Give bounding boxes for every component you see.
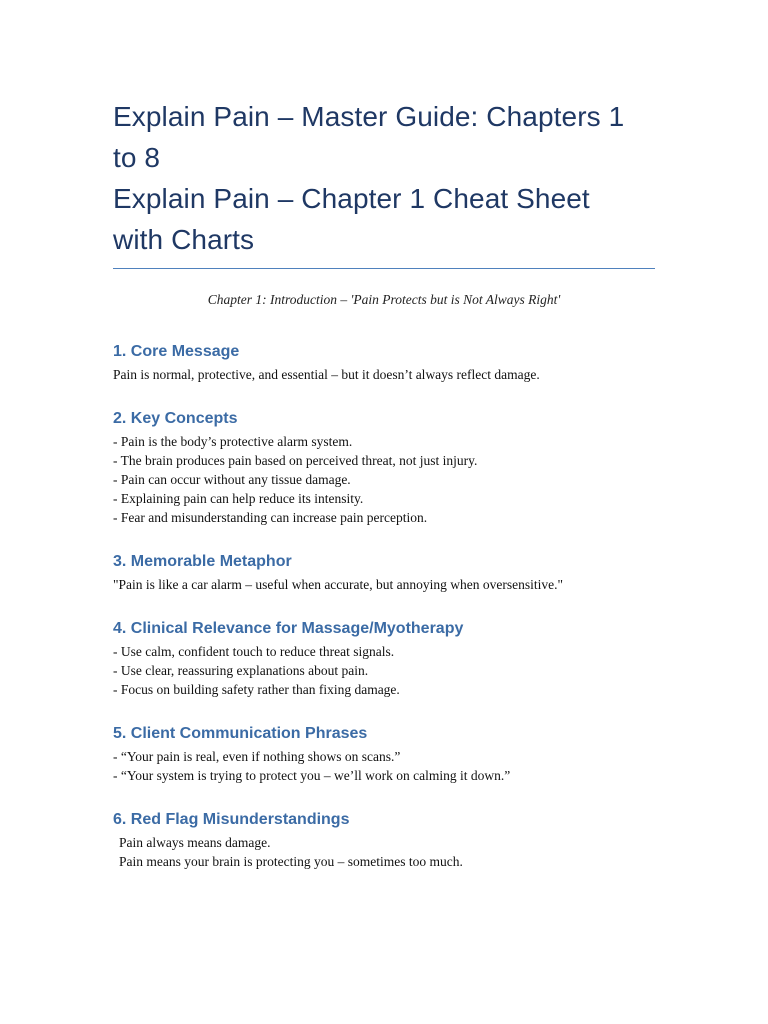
document-page [113, 96, 655, 871]
list-item: - Focus on building safety rather than fixing damage. [113, 682, 400, 697]
section-heading: 2. Key Concepts [113, 410, 238, 427]
section-key-concepts [113, 409, 655, 527]
section-heading: 3. Memorable Metaphor [113, 553, 292, 570]
title-line: Explain Pain – Master Guide: Chapters 1 [113, 101, 625, 132]
title-line: with Charts [113, 224, 255, 255]
section-heading: 4. Clinical Relevance for Massage/Myotherapy [113, 620, 464, 637]
section-body [113, 432, 655, 527]
section-body [113, 833, 655, 871]
section-body [113, 575, 655, 594]
list-item: - The brain produces pain based on perceived threat, not just injury. [113, 453, 478, 468]
document-title [113, 96, 655, 269]
section-heading: 1. Core Message [113, 343, 240, 360]
list-item: - Pain can occur without any tissue damage. [113, 472, 351, 487]
title-line: to 8 [113, 142, 161, 173]
list-item: Pain means your brain is protecting you – sometimes too much. [119, 854, 463, 869]
list-item: - Pain is the body’s protective alarm system. [113, 434, 353, 449]
list-item: Pain always means damage. [119, 835, 271, 850]
body-line: "Pain is like a car alarm – useful when accurate, but annoying when oversensitive." [113, 577, 564, 592]
chapter-subtitle: Chapter 1: Introduction – 'Pain Protects but is Not Always Right' [207, 292, 561, 307]
section-core-message [113, 342, 655, 384]
list-item: - Use calm, confident touch to reduce threat signals. [113, 644, 395, 659]
section-client-communication [113, 724, 655, 785]
list-item: - Use clear, reassuring explanations about pain. [113, 663, 369, 678]
list-item: - Fear and misunderstanding can increase pain perception. [113, 510, 428, 525]
section-memorable-metaphor [113, 552, 655, 594]
list-item: - Explaining pain can help reduce its intensity. [113, 491, 364, 506]
section-body [113, 642, 655, 699]
list-item: - “Your pain is real, even if nothing shows on scans.” [113, 749, 401, 764]
section-body [113, 365, 655, 384]
section-heading: 5. Client Communication Phrases [113, 725, 368, 742]
list-item: - “Your system is trying to protect you – we’ll work on calming it down.” [113, 768, 511, 783]
section-heading: 6. Red Flag Misunderstandings [113, 811, 350, 828]
title-line: Explain Pain – Chapter 1 Cheat Sheet [113, 183, 590, 214]
section-clinical-relevance [113, 619, 655, 699]
body-line: Pain is normal, protective, and essential – but it doesn’t always reflect damage. [113, 367, 540, 382]
section-body [113, 747, 655, 785]
section-red-flag-misunderstandings [113, 810, 655, 871]
